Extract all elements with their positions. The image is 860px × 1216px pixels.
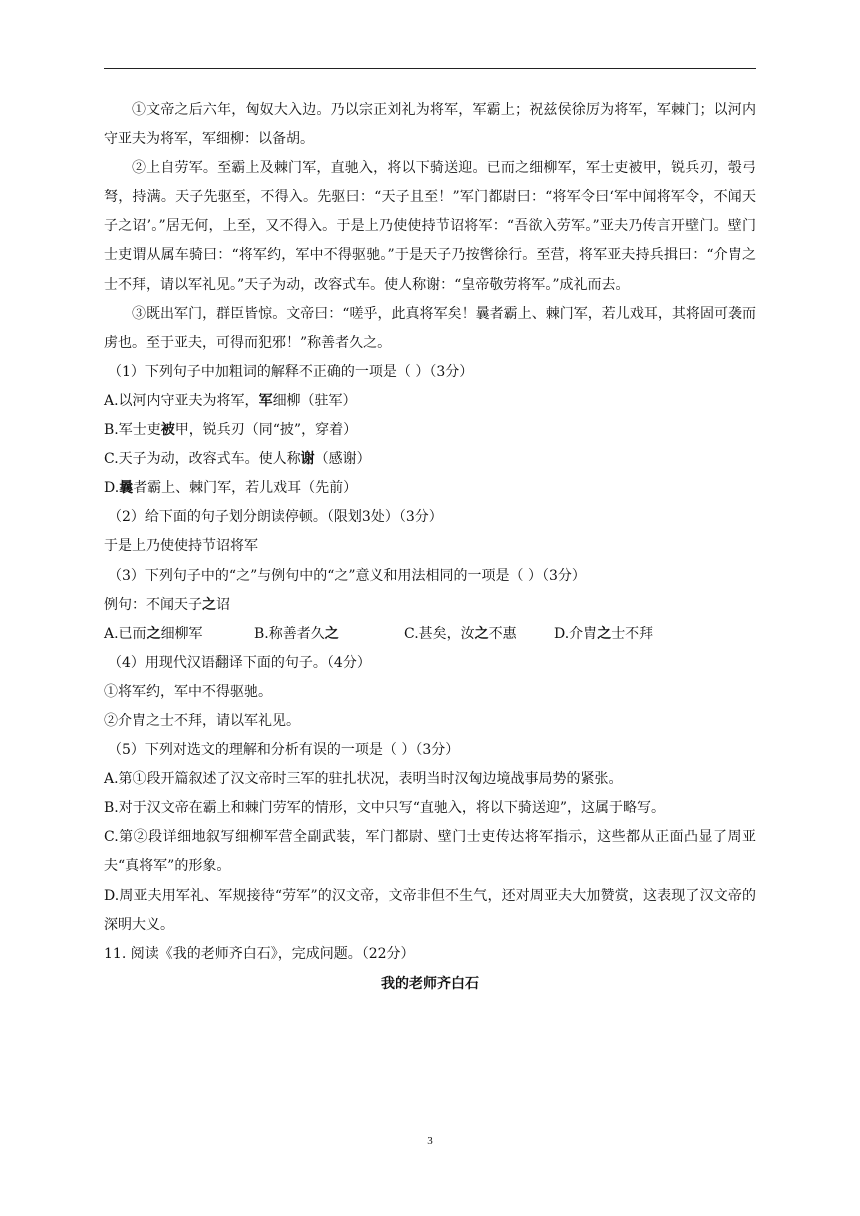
question-11-stem: 11. 阅读《我的老师齐白石》，完成问题。（22分） — [104, 945, 415, 962]
bold-word: 曩 — [119, 480, 134, 497]
passage-paragraph-2: ②上自劳军。至霸上及棘门军，直驰入，将以下骑送迎。已而之细柳军，军士吏被甲，锐兵刃，彀弓弩，持满。天子先驱至，不得入。先驱曰：“天子且至！”军门都尉曰：“将军令曰‘军中闻将军令，不闻天子之诏’。”居无何，上至，又不得入。于是上乃使使持节诏将军：“吾欲入劳军。”亚夫乃传言开壁门。壁门士吏谓从属车骑曰：“将军约，军中不得驱驰。”于是天子乃按辔徐行。至营，将军亚夫持兵揖曰：“介胄之士不拜，请以军礼见。”天子为动，改容式车。使人称谢：“皇帝敬劳将军。”成礼而去。 — [104, 160, 756, 293]
question-3-option-c: C.甚矣，汝之不惠 — [404, 625, 517, 642]
page-number: 3 — [427, 1135, 433, 1147]
question-5-option-d: D.周亚夫用军礼、军规接待“劳军”的汉文帝，文帝非但不生气，还对周亚夫大加赞赏，这表现了汉文帝的深明大义。 — [104, 887, 756, 933]
question-1-stem: （1）下列句子中加粗词的解释不正确的一项是（ ）（3分） — [108, 363, 474, 380]
bold-word: 谢 — [300, 451, 315, 468]
question-5-option-c: C.第②段详细地叙写细柳军营全副武装，军门都尉、壁门士吏传达将军指示，这些都从正面凸显了周亚夫“真将军”的形象。 — [104, 829, 756, 875]
passage-paragraph-1: ①文帝之后六年，匈奴大入边。乃以宗正刘礼为将军，军霸上；祝兹侯徐厉为将军，军棘门；以河内守亚夫为将军，军细柳：以备胡。 — [104, 102, 756, 148]
question-3-option-d: D.介胄之士不拜 — [554, 625, 654, 642]
bold-word: 军 — [258, 392, 273, 409]
article-title: 我的老师齐白石 — [381, 975, 479, 992]
question-4-stem: （4）用现代汉语翻译下面的句子。（4分） — [108, 654, 371, 671]
question-4-sentence-1: ①将军约，军中不得驱驰。 — [104, 683, 272, 700]
question-1-option-b: B.军士吏被甲，锐兵刃（同“披”，穿着） — [104, 422, 358, 439]
question-1-option-c: C.天子为动，改容式车。使人称谢（感谢） — [104, 451, 371, 468]
question-5-option-a: A.第①段开篇叙述了汉文帝时三军的驻扎状况，表明当时汉匈边境战事局势的紧张。 — [104, 771, 623, 788]
header-rule — [104, 68, 756, 69]
question-3-option-a: A.已而之细柳军 — [104, 625, 203, 642]
passage-paragraph-3: ③既出军门，群臣皆惊。文帝曰：“嗟乎，此真将军矣！曩者霸上、棘门军，若儿戏耳，其将固可袭而虏也。至于亚夫，可得而犯邪！”称善者久之。 — [104, 305, 756, 351]
question-5-stem: （5）下列对选文的理解和分析有误的一项是（ ）（3分） — [108, 742, 460, 759]
question-3-example: 例句：不闻天子之诏 — [104, 596, 230, 613]
question-3-option-b: B.称善者久之 — [254, 625, 339, 642]
bold-word: 之 — [202, 596, 216, 613]
question-2-sentence: 于是上乃使使持节诏将军 — [104, 538, 258, 555]
question-3-options — [104, 620, 756, 649]
bold-word: 被 — [160, 422, 175, 439]
question-1-option-d: D.曩者霸上、棘门军，若儿戏耳（先前） — [104, 480, 358, 497]
question-3-stem: （3）下列句子中的“之”与例句中的“之”意义和用法相同的一项是（ ）（3分） — [108, 567, 586, 584]
question-1-option-a: A.以河内守亚夫为将军，军细柳（驻军） — [104, 392, 357, 409]
page-content — [104, 96, 756, 999]
question-4-sentence-2: ②介胄之士不拜，请以军礼见。 — [104, 712, 300, 729]
question-2-stem: （2）给下面的句子划分朗读停顿。（限划3处）（3分） — [108, 509, 443, 526]
question-5-option-b: B.对于汉文帝在霸上和棘门劳军的情形，文中只写“直驰入，将以下骑送迎”，这属于略写。 — [104, 800, 666, 817]
